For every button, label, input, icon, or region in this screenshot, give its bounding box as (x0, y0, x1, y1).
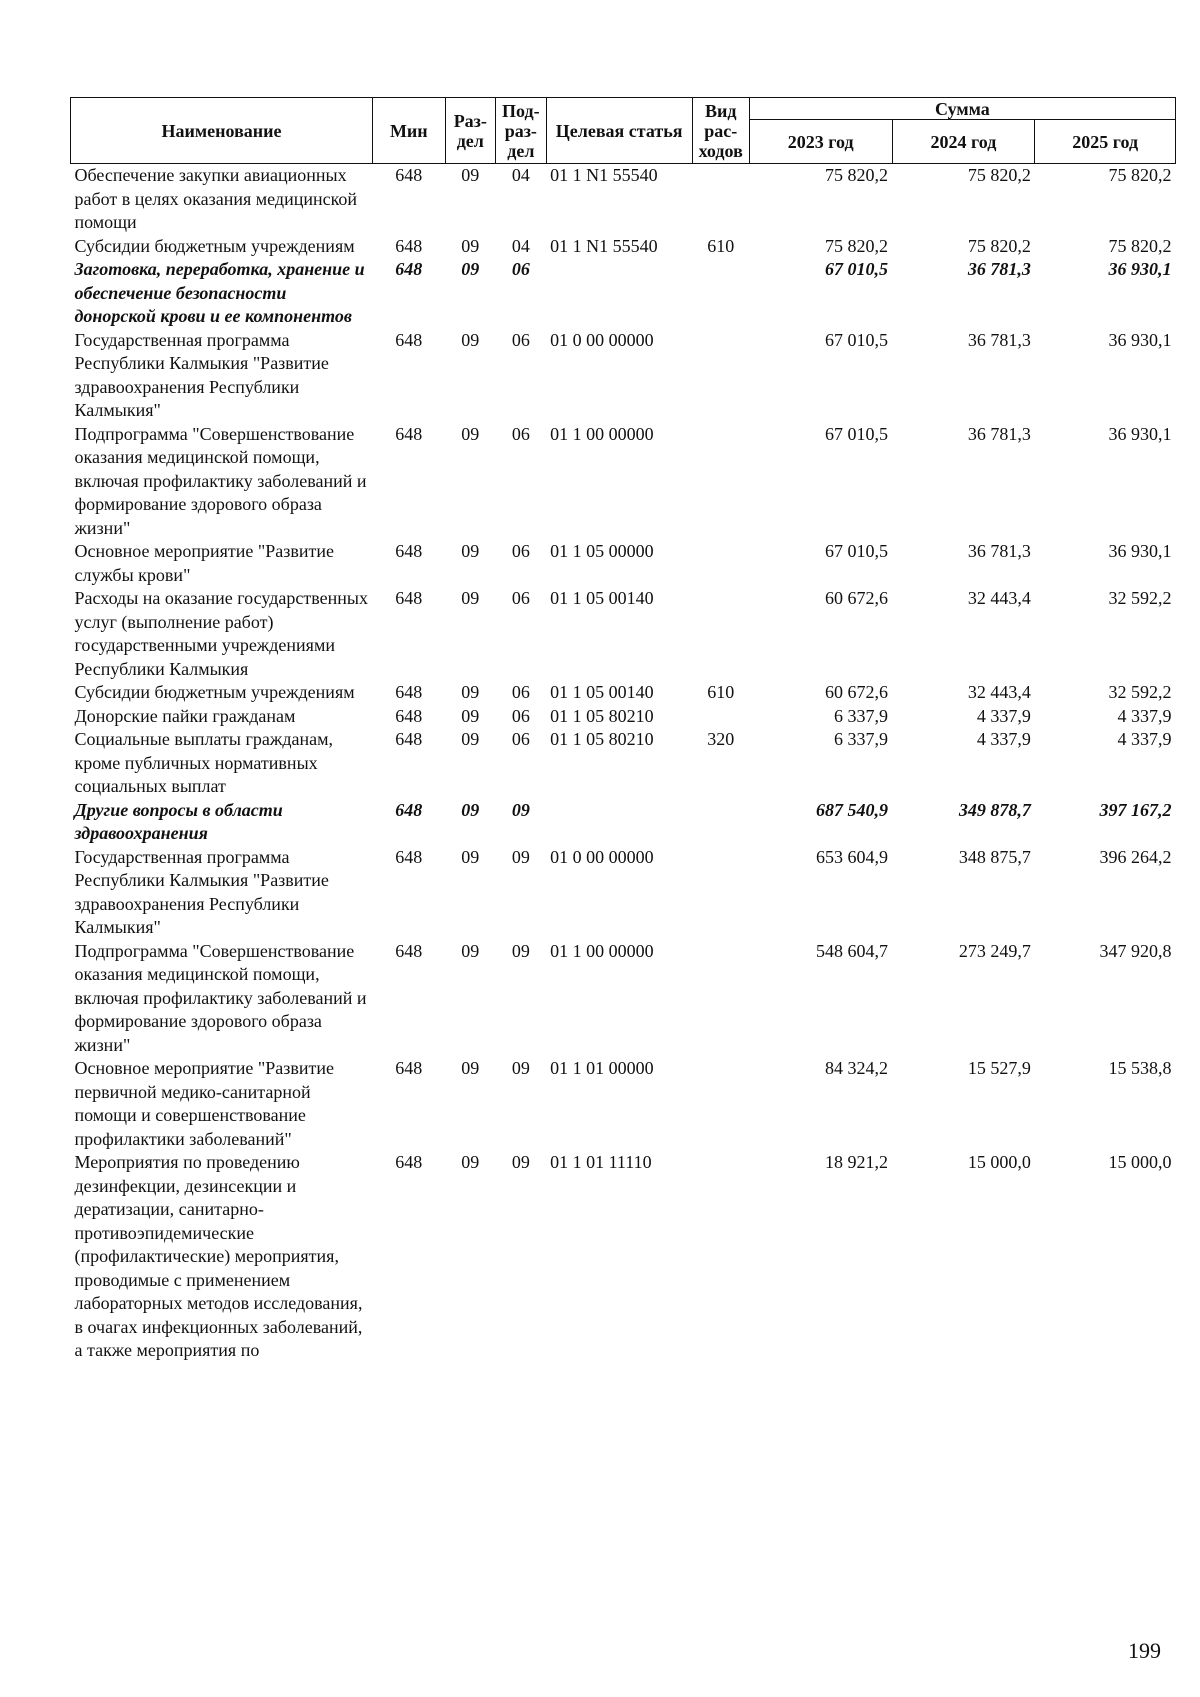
cell-2025: 397 167,2 (1099, 799, 1172, 820)
cell-vid-rashodov (692, 540, 749, 587)
cell-vid-rashodov: 610 (707, 682, 735, 702)
cell-2023: 548 604,7 (816, 940, 889, 961)
cell-podrazdel: 09 (511, 1058, 530, 1078)
cell-2025: 347 920,8 (1099, 940, 1172, 961)
cell-podrazdel: 06 (511, 329, 530, 350)
cell-2023: 60 672,6 (825, 588, 889, 608)
cell-min: 648 (395, 1058, 423, 1078)
cell-min: 648 (395, 846, 423, 867)
cell-vid-rashodov (692, 329, 749, 423)
cell-podrazdel: 06 (511, 259, 530, 279)
table-row (71, 540, 1176, 587)
cell-vid-rashodov (692, 940, 749, 1058)
cell-podrazdel: 06 (511, 705, 530, 726)
cell-celevaya-statya: 01 0 00 00000 (550, 329, 654, 350)
cell-min: 648 (395, 1152, 423, 1172)
cell-2024: 36 781,3 (967, 329, 1031, 350)
cell-name: Государственная программа Республики Калмыкия "Развитие здравоохранения Республики Калмыкия" (74, 329, 329, 420)
cell-celevaya-statya: 01 1 01 00000 (550, 1058, 654, 1078)
table-row (71, 1151, 1176, 1363)
cell-2023: 653 604,9 (816, 846, 889, 867)
cell-podrazdel: 04 (511, 165, 530, 185)
header-name: Наименование (71, 98, 373, 164)
cell-min: 648 (395, 329, 423, 350)
cell-vid-rashodov (692, 423, 749, 541)
cell-razdel: 09 (461, 235, 480, 256)
cell-min: 648 (395, 588, 423, 608)
cell-2024: 36 781,3 (967, 259, 1031, 279)
cell-2025: 75 820,2 (1108, 235, 1172, 256)
cell-name: Субсидии бюджетным учреждениям (74, 235, 355, 256)
cell-2023: 67 010,5 (825, 541, 889, 561)
cell-min: 648 (395, 799, 423, 820)
cell-min: 648 (395, 541, 423, 561)
cell-2025: 32 592,2 (1108, 682, 1172, 702)
cell-vid-rashodov (692, 258, 749, 329)
cell-name: Заготовка, переработка, хранение и обеспечение безопасности донорской крови и ее компонентов (74, 259, 365, 326)
cell-2024: 36 781,3 (967, 423, 1031, 444)
cell-vid-rashodov (692, 846, 749, 940)
cell-2025: 15 000,0 (1108, 1152, 1172, 1172)
cell-razdel: 09 (461, 846, 480, 867)
cell-2023: 60 672,6 (825, 682, 889, 702)
table-row (71, 728, 1176, 799)
cell-min: 648 (395, 423, 423, 444)
page-number: 199 (1128, 1638, 1161, 1663)
cell-celevaya-statya: 01 1 01 11110 (550, 1152, 652, 1172)
cell-razdel: 09 (461, 1152, 480, 1172)
cell-min: 648 (395, 729, 423, 749)
table-row (71, 1057, 1176, 1151)
cell-vid-rashodov (692, 799, 749, 846)
cell-min: 648 (395, 259, 423, 279)
cell-min: 648 (395, 705, 423, 726)
cell-2024: 15 000,0 (967, 1152, 1031, 1172)
cell-name: Донорские пайки гражданам (74, 705, 296, 726)
header-year-2023: 2023 год (749, 120, 892, 164)
cell-razdel: 09 (461, 423, 480, 444)
cell-2024: 32 443,4 (967, 588, 1031, 608)
cell-celevaya-statya (546, 258, 692, 329)
cell-2023: 687 540,9 (816, 799, 889, 820)
cell-razdel: 09 (461, 705, 480, 726)
header-year-2025: 2025 год (1035, 120, 1176, 164)
cell-razdel: 09 (461, 541, 480, 561)
cell-razdel: 09 (461, 1058, 480, 1078)
header-year-2024: 2024 год (892, 120, 1035, 164)
cell-min: 648 (395, 235, 423, 256)
cell-2023: 67 010,5 (825, 259, 889, 279)
cell-2025: 36 930,1 (1108, 329, 1172, 350)
cell-2025: 4 337,9 (1117, 705, 1172, 726)
cell-podrazdel: 06 (511, 541, 530, 561)
cell-celevaya-statya: 01 1 05 00140 (550, 682, 654, 702)
cell-name: Государственная программа Республики Калмыкия "Развитие здравоохранения Республики Калмыкия" (74, 846, 329, 937)
cell-celevaya-statya: 01 1 05 00000 (550, 541, 654, 561)
cell-2025: 75 820,2 (1108, 165, 1172, 185)
cell-2024: 36 781,3 (967, 541, 1031, 561)
cell-2023: 18 921,2 (825, 1152, 889, 1172)
cell-vid-rashodov (692, 164, 749, 235)
cell-celevaya-statya: 01 1 00 00000 (550, 940, 654, 961)
table-body (71, 164, 1176, 1363)
table-row (71, 587, 1176, 681)
table-row (71, 705, 1176, 729)
cell-podrazdel: 06 (511, 423, 530, 444)
cell-celevaya-statya (546, 799, 692, 846)
cell-name: Обеспечение закупки авиационных работ в целях оказания медицинской помощи (74, 165, 358, 232)
cell-2025: 396 264,2 (1099, 846, 1172, 867)
cell-min: 648 (395, 682, 423, 702)
cell-2025: 32 592,2 (1108, 588, 1172, 608)
cell-podrazdel: 09 (511, 1152, 530, 1172)
budget-table (70, 97, 1176, 1363)
cell-name: Социальные выплаты гражданам, кроме публичных нормативных социальных выплат (74, 729, 333, 796)
cell-vid-rashodov: 320 (707, 729, 735, 749)
table-row (71, 799, 1176, 846)
table-row (71, 235, 1176, 259)
cell-podrazdel: 06 (511, 682, 530, 702)
table-row (71, 940, 1176, 1058)
cell-2025: 15 538,8 (1108, 1058, 1172, 1078)
cell-2024: 32 443,4 (967, 682, 1031, 702)
cell-2024: 4 337,9 (976, 705, 1031, 726)
table-row (71, 258, 1176, 329)
table-row (71, 329, 1176, 423)
cell-vid-rashodov (692, 1151, 749, 1363)
cell-2023: 75 820,2 (825, 235, 889, 256)
cell-2023: 6 337,9 (834, 705, 889, 726)
cell-2024: 348 875,7 (958, 846, 1031, 867)
table-row (71, 164, 1176, 235)
cell-2025: 36 930,1 (1108, 423, 1172, 444)
cell-name: Мероприятия по проведению дезинфекции, дезинсекции и дератизации, санитарно-противоэпидемические (профилактические) мероприятия, проводимые с применением лабораторных методов исследования, в очагах инфекционных заболеваний, а также мероприятия по (74, 1152, 363, 1360)
cell-podrazdel: 04 (511, 235, 530, 256)
cell-2024: 349 878,7 (958, 799, 1031, 820)
cell-celevaya-statya: 01 1 05 80210 (550, 705, 654, 726)
cell-razdel: 09 (461, 588, 480, 608)
header-summa: Сумма (749, 98, 1175, 120)
cell-celevaya-statya: 01 1 00 00000 (550, 423, 654, 444)
cell-min: 648 (395, 940, 423, 961)
cell-2023: 6 337,9 (834, 729, 889, 749)
cell-vid-rashodov (692, 1057, 749, 1151)
cell-2023: 75 820,2 (825, 165, 889, 185)
cell-celevaya-statya: 01 0 00 00000 (550, 846, 654, 867)
cell-celevaya-statya: 01 1 05 00140 (550, 588, 654, 608)
cell-2023: 67 010,5 (825, 423, 889, 444)
cell-razdel: 09 (461, 729, 480, 749)
table-header (71, 98, 1176, 164)
cell-razdel: 09 (461, 682, 480, 702)
cell-2024: 273 249,7 (958, 940, 1031, 961)
cell-name: Основное мероприятие "Развитие службы крови" (74, 541, 334, 585)
header-razdel: Раз-дел (445, 98, 496, 164)
table-row (71, 681, 1176, 705)
cell-name: Расходы на оказание государственных услуг (выполнение работ) государственными учреждениями Республики Калмыкия (74, 588, 368, 679)
cell-celevaya-statya: 01 1 N1 55540 (550, 235, 658, 256)
cell-celevaya-statya: 01 1 N1 55540 (550, 165, 658, 185)
cell-2023: 67 010,5 (825, 329, 889, 350)
header-podrazdel: Под-раз-дел (496, 98, 547, 164)
cell-razdel: 09 (461, 329, 480, 350)
cell-2025: 36 930,1 (1108, 259, 1172, 279)
cell-podrazdel: 09 (511, 846, 530, 867)
cell-2024: 75 820,2 (967, 235, 1031, 256)
cell-razdel: 09 (461, 940, 480, 961)
cell-2025: 4 337,9 (1117, 729, 1172, 749)
cell-2024: 75 820,2 (967, 165, 1031, 185)
cell-name: Подпрограмма "Совершенствование оказания медицинской помощи, включая профилактику заболеваний и формирование здорового образа жизни" (74, 940, 367, 1055)
cell-vid-rashodov (692, 705, 749, 729)
cell-celevaya-statya: 01 1 05 80210 (550, 729, 654, 749)
cell-razdel: 09 (461, 165, 480, 185)
cell-razdel: 09 (461, 799, 480, 820)
cell-name: Другие вопросы в области здравоохранения (74, 799, 283, 843)
header-celevaya-statya: Целевая статья (546, 98, 692, 164)
table-row (71, 846, 1176, 940)
cell-2023: 84 324,2 (825, 1058, 889, 1078)
cell-2024: 4 337,9 (976, 729, 1031, 749)
cell-2024: 15 527,9 (967, 1058, 1031, 1078)
header-vid-rashodov: Вид рас-ходов (692, 98, 749, 164)
cell-podrazdel: 09 (511, 940, 530, 961)
cell-name: Субсидии бюджетным учреждениям (74, 682, 355, 702)
cell-min: 648 (395, 165, 423, 185)
cell-podrazdel: 06 (511, 729, 530, 749)
header-min: Мин (373, 98, 445, 164)
cell-razdel: 09 (461, 259, 480, 279)
cell-podrazdel: 09 (511, 799, 530, 820)
cell-vid-rashodov (692, 587, 749, 681)
cell-2025: 36 930,1 (1108, 541, 1172, 561)
cell-vid-rashodov: 610 (707, 235, 735, 256)
cell-podrazdel: 06 (511, 588, 530, 608)
cell-name: Подпрограмма "Совершенствование оказания медицинской помощи, включая профилактику заболеваний и формирование здорового образа жизни" (74, 423, 367, 538)
cell-name: Основное мероприятие "Развитие первичной медико-санитарной помощи и совершенствование профилактики заболеваний" (74, 1058, 334, 1149)
table-row (71, 423, 1176, 541)
